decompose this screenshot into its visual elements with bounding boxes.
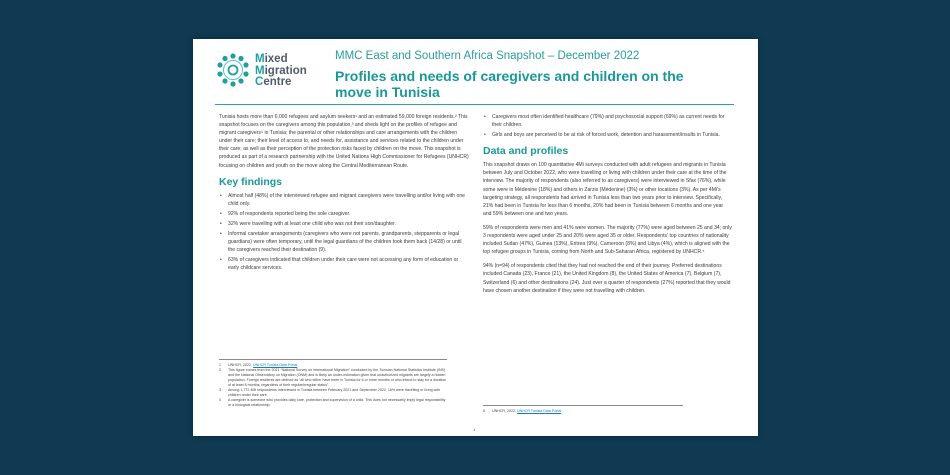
page-number: 1 [473,427,476,432]
document-page [193,39,758,436]
key-findings-continued-list [483,113,733,139]
right-column [483,113,733,301]
footnote: 3 Among 1,772 4Mi respondents interviewed in Tunisia between February 2021 and September 2022, 16% were travelling or living with children under their care. [219,387,440,397]
footnote: 1 UNHCR, 2022. UNHCR Tunisia Data Portal [219,362,298,367]
list-item: • Caregivers most often identified healthcare (79%) and psychosocial support (69%) as current needs for their children. [492,113,733,129]
data-profiles-heading: Data and profiles [483,145,569,158]
list-item: • 92% of respondents reported being the sole caregiver. [228,210,469,218]
footnotes [219,359,447,408]
footnote: 4 A caregiver is someone who provides daily care, protection and supervision of a child. This does not necessarily imply legal responsibility or a biological relationship. [219,397,446,407]
data-profiles-paragraph: This snapshot draws on 100 quantitative 4Mi surveys conducted with adult refugees and migrants in Tunisia between July and October 2022, who were travelling or living with children under their care at the time of the interview. The majority of respondents (also referred to as caregivers) were interviewed in Sfax (76%), while some were in Médenine (18%) and others in Zarzis (Médenine) (3%) or other locations (3%). As per 4Mi's targeting strategy, all respondents had arrived in Tunisia less than two years prior to interview. Specifically, 21% had been in Tunisia for less than 6 months, 20% had been in Tunisia between 6 months and one year and 59% between one and two years. [483,162,727,217]
list-item: • Informal caretaker arrangements (caregivers who were not parents, grandparents, stepparents or legal guardians) were often temporary, until the legal guardians of the children took them back (14/28) or until the caregivers reached their destination (9). [228,230,469,254]
list-item: • 32% were travelling with at least one child who was not their son/daughter. [228,220,469,228]
data-profiles-paragraph: 94% (n=94) of respondents cited that they had not reached the end of their journey. Preferred destinations included Canada (23), France (21), the United Kingdom (8), the United States of America (7), Belgium (7), Switzerland (6) and other destinations (24). Just over a quarter of respondents (27%) reported that they would have chosen another destination if they were not travelling with children. [483,263,731,294]
footnote-divider [483,405,683,406]
data-profiles-paragraph: 59% of respondents were men and 41% were women. The majority (77%) were aged between 25 and 34; only 3 respondents were aged under 25 and 20% were aged 35 or older. Respondents' top countries of nationality included Sudan (47%), Guinea (13%), Eritrea (9%), Cameroon (8%) and Libya (4%), which is aligned with the top refugee groups in Tunisia, coming from North and Sub-Saharan Africa, registered by UNHCR.⁵ [483,224,732,256]
report-title: Profiles and needs of caregivers and children on the move in Tunisia [335,68,684,100]
mmc-logo [215,52,345,92]
key-findings-heading: Key findings [219,175,283,188]
key-findings-list [219,192,469,273]
footnote-link[interactable]: UNHCR Tunisia Data Portal [516,408,562,413]
list-item: • 63% of caregivers indicated that children under their care were not accessing any form of education or early childcare services. [228,256,469,272]
intro-paragraph: Tunisia hosts more than 6,000 refugees and asylum seekers¹ and an estimated 59,000 foreign residents.² This snapshot focuses on the caregivers among this population,³ and sheds light on the profiles of refugee and migrant caregivers⁴ in Tunisia; the parental or other relationships and care arrangements with the children under their care; their level of access to, and needs for, assistance and services related to the children under their care; as well as their perception of the protection risks faced by children on the move. This snapshot is produced as part of a research partnership with the United Nations High Commissioner for Refugees (UNHCR) focusing on children and youth on the move along the Central Mediterranean Route. [219,114,469,169]
footnote-link[interactable]: UNHCR Tunisia Data Portal [252,362,298,367]
footnote-divider [219,359,447,360]
mmc-logo-icon [215,52,251,88]
footnote: 2 This figure comes from the 2021 “National Survey on International Migration” conducted by the Tunisian National Statistics Institute (INS) and the National Observatory on Migration (ONM) and is likely an under-estimation given that unauthorized migrants are largely a hidden population. Foreign residents are defined as “all who either have been in Tunisia for 6 or more months or who intend to stay for a duration of at least 6 months, regardless of their regular/irregular status”. [219,367,447,387]
footnote: 5 UNHCR, 2022. UNHCR Tunisia Data Portal [483,408,562,413]
logo-wordmark: Mixed Migration Centre [255,53,307,88]
left-column [219,113,469,275]
header-divider [215,104,734,105]
report-series-subtitle: MMC East and Southern Africa Snapshot – December 2022 [335,50,640,62]
list-item: • Girls and boys are perceived to be at risk of forced work, detention and harassment/insults in Tunisia. [492,131,733,139]
list-item: • Almost half (48%) of the interviewed refugee and migrant caregivers were travelling and/or living with one child only. [228,192,469,208]
footnote-right [483,405,683,414]
